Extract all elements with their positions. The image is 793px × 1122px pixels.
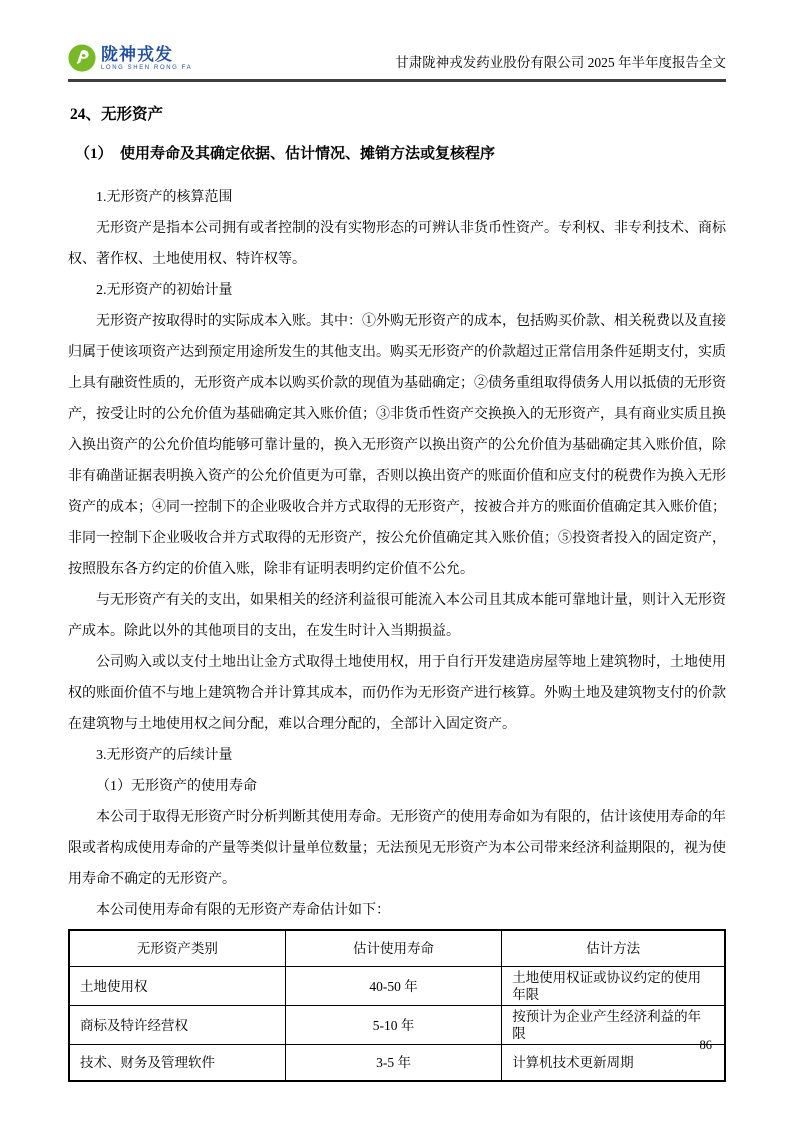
useful-life-table: [68, 929, 726, 1082]
cell-estimated-life: 40-50 年: [285, 967, 501, 1006]
report-header: [68, 44, 726, 82]
brand-text: [101, 46, 192, 71]
cell-asset-class: 商标及特许经营权: [69, 1006, 285, 1045]
brand-name: 陇神戎发: [101, 44, 173, 64]
cell-asset-class: 土地使用权: [69, 967, 285, 1006]
table-row-trademark-franchise: [69, 1006, 725, 1045]
paragraph-initial-measurement: 无形资产按取得时的实际成本入账。其中：①外购无形资产的成本，包括购买价款、相关税费以及直接归属于使该项资产达到预定用途所发生的其他支出。购买无形资产的价款超过正常信用条件延期支付，实质上具有融资性质的，无形资产成本以购买价款的现值为基础确定；②债务重组取得债务人用以抵债的无形资产，按受让时的公允价值为基础确定其入账价值；③非货币性资产交换换入的无形资产，具有商业实质且换入换出资产的公允价值均能够可靠计量的，换入无形资产以换出资产的公允价值为基础确定其入账价值，除非有确凿证据表明换入资产的公允价值更为可靠，否则以换出资产的账面价值和应支付的税费作为换入无形资产的成本；④同一控制下的企业吸收合并方式取得的无形资产，按被合并方的账面价值确定其入账价值；非同一控制下企业吸收合并方式取得的无形资产，按公允价值确定其入账价值；⑤投资者投入的固定资产，按照股东各方约定的价值入账，除非有证明表明约定价值不公允。: [68, 314, 726, 577]
cell-estimation-method: 计算机技术更新周期: [502, 1045, 725, 1082]
cell-estimation-method: 土地使用权证或协议约定的使用年限: [502, 967, 725, 1006]
table-row-land-use-right: [69, 967, 725, 1006]
paragraph-useful-life-heading: （1）无形资产的使用寿命: [96, 779, 257, 794]
subsection-title: （1） 使用寿命及其确定依据、估计情况、摊销方法或复核程序: [75, 146, 496, 162]
table-row-software: [69, 1045, 725, 1082]
section-title: 24、无形资产: [70, 106, 164, 123]
column-header-asset-class: 无形资产类别: [69, 930, 285, 967]
cell-estimation-method: 按预计为企业产生经济利益的年限: [502, 1006, 725, 1045]
document-title: 甘肃陇神戎发药业股份有限公司 2025 年半年度报告全文: [395, 55, 726, 70]
cell-estimated-life: 3-5 年: [285, 1045, 501, 1082]
cell-asset-class: 技术、财务及管理软件: [69, 1045, 285, 1082]
paragraph-accounting-scope-heading: 1.无形资产的核算范围: [96, 190, 233, 205]
paragraph-useful-life: 本公司于取得无形资产时分析判断其使用寿命。无形资产的使用寿命如为有限的，估计该使用寿命的年限或者构成使用寿命的产量等类似计量单位数量；无法预见无形资产为本公司带来经济利益期限的，视为使用寿命不确定的无形资产。: [68, 810, 726, 887]
paragraph-subsequent-measurement-heading: 3.无形资产的后续计量: [96, 748, 233, 763]
brand-logo: [68, 44, 192, 72]
report-body: [68, 96, 726, 1082]
cell-estimated-life: 5-10 年: [285, 1006, 501, 1045]
brand-logo-icon: [68, 44, 96, 72]
paragraph-block: [68, 182, 726, 926]
page-number: 86: [699, 1038, 712, 1052]
paragraph-land-use-right: 公司购入或以支付土地出让金方式取得土地使用权，用于自行开发建造房屋等地上建筑物时，土地使用权的账面价值不与地上建筑物合并计算其成本，而仍作为无形资产进行核算。外购土地及建筑物支付的价款在建筑物与土地使用权之间分配，难以合理分配的，全部计入固定资产。: [68, 655, 726, 732]
column-header-estimation-method: 估计方法: [502, 930, 725, 967]
brand-name-en: LONG SHEN RONG FA: [101, 64, 193, 71]
paragraph-accounting-scope: 无形资产是指本公司拥有或者控制的没有实物形态的可辨认非货币性资产。专利权、非专利技术、商标权、著作权、土地使用权、特许权等。: [68, 221, 726, 267]
table-header-row: [69, 930, 725, 967]
column-header-estimated-life: 估计使用寿命: [285, 930, 501, 967]
paragraph-table-intro: 本公司使用寿命有限的无形资产寿命估计如下：: [96, 903, 390, 918]
paragraph-related-expenditure: 与无形资产有关的支出，如果相关的经济利益很可能流入本公司且其成本能可靠地计量，则计入无形资产成本。除此以外的其他项目的支出，在发生时计入当期损益。: [68, 593, 726, 639]
paragraph-initial-measurement-heading: 2.无形资产的初始计量: [96, 283, 233, 298]
